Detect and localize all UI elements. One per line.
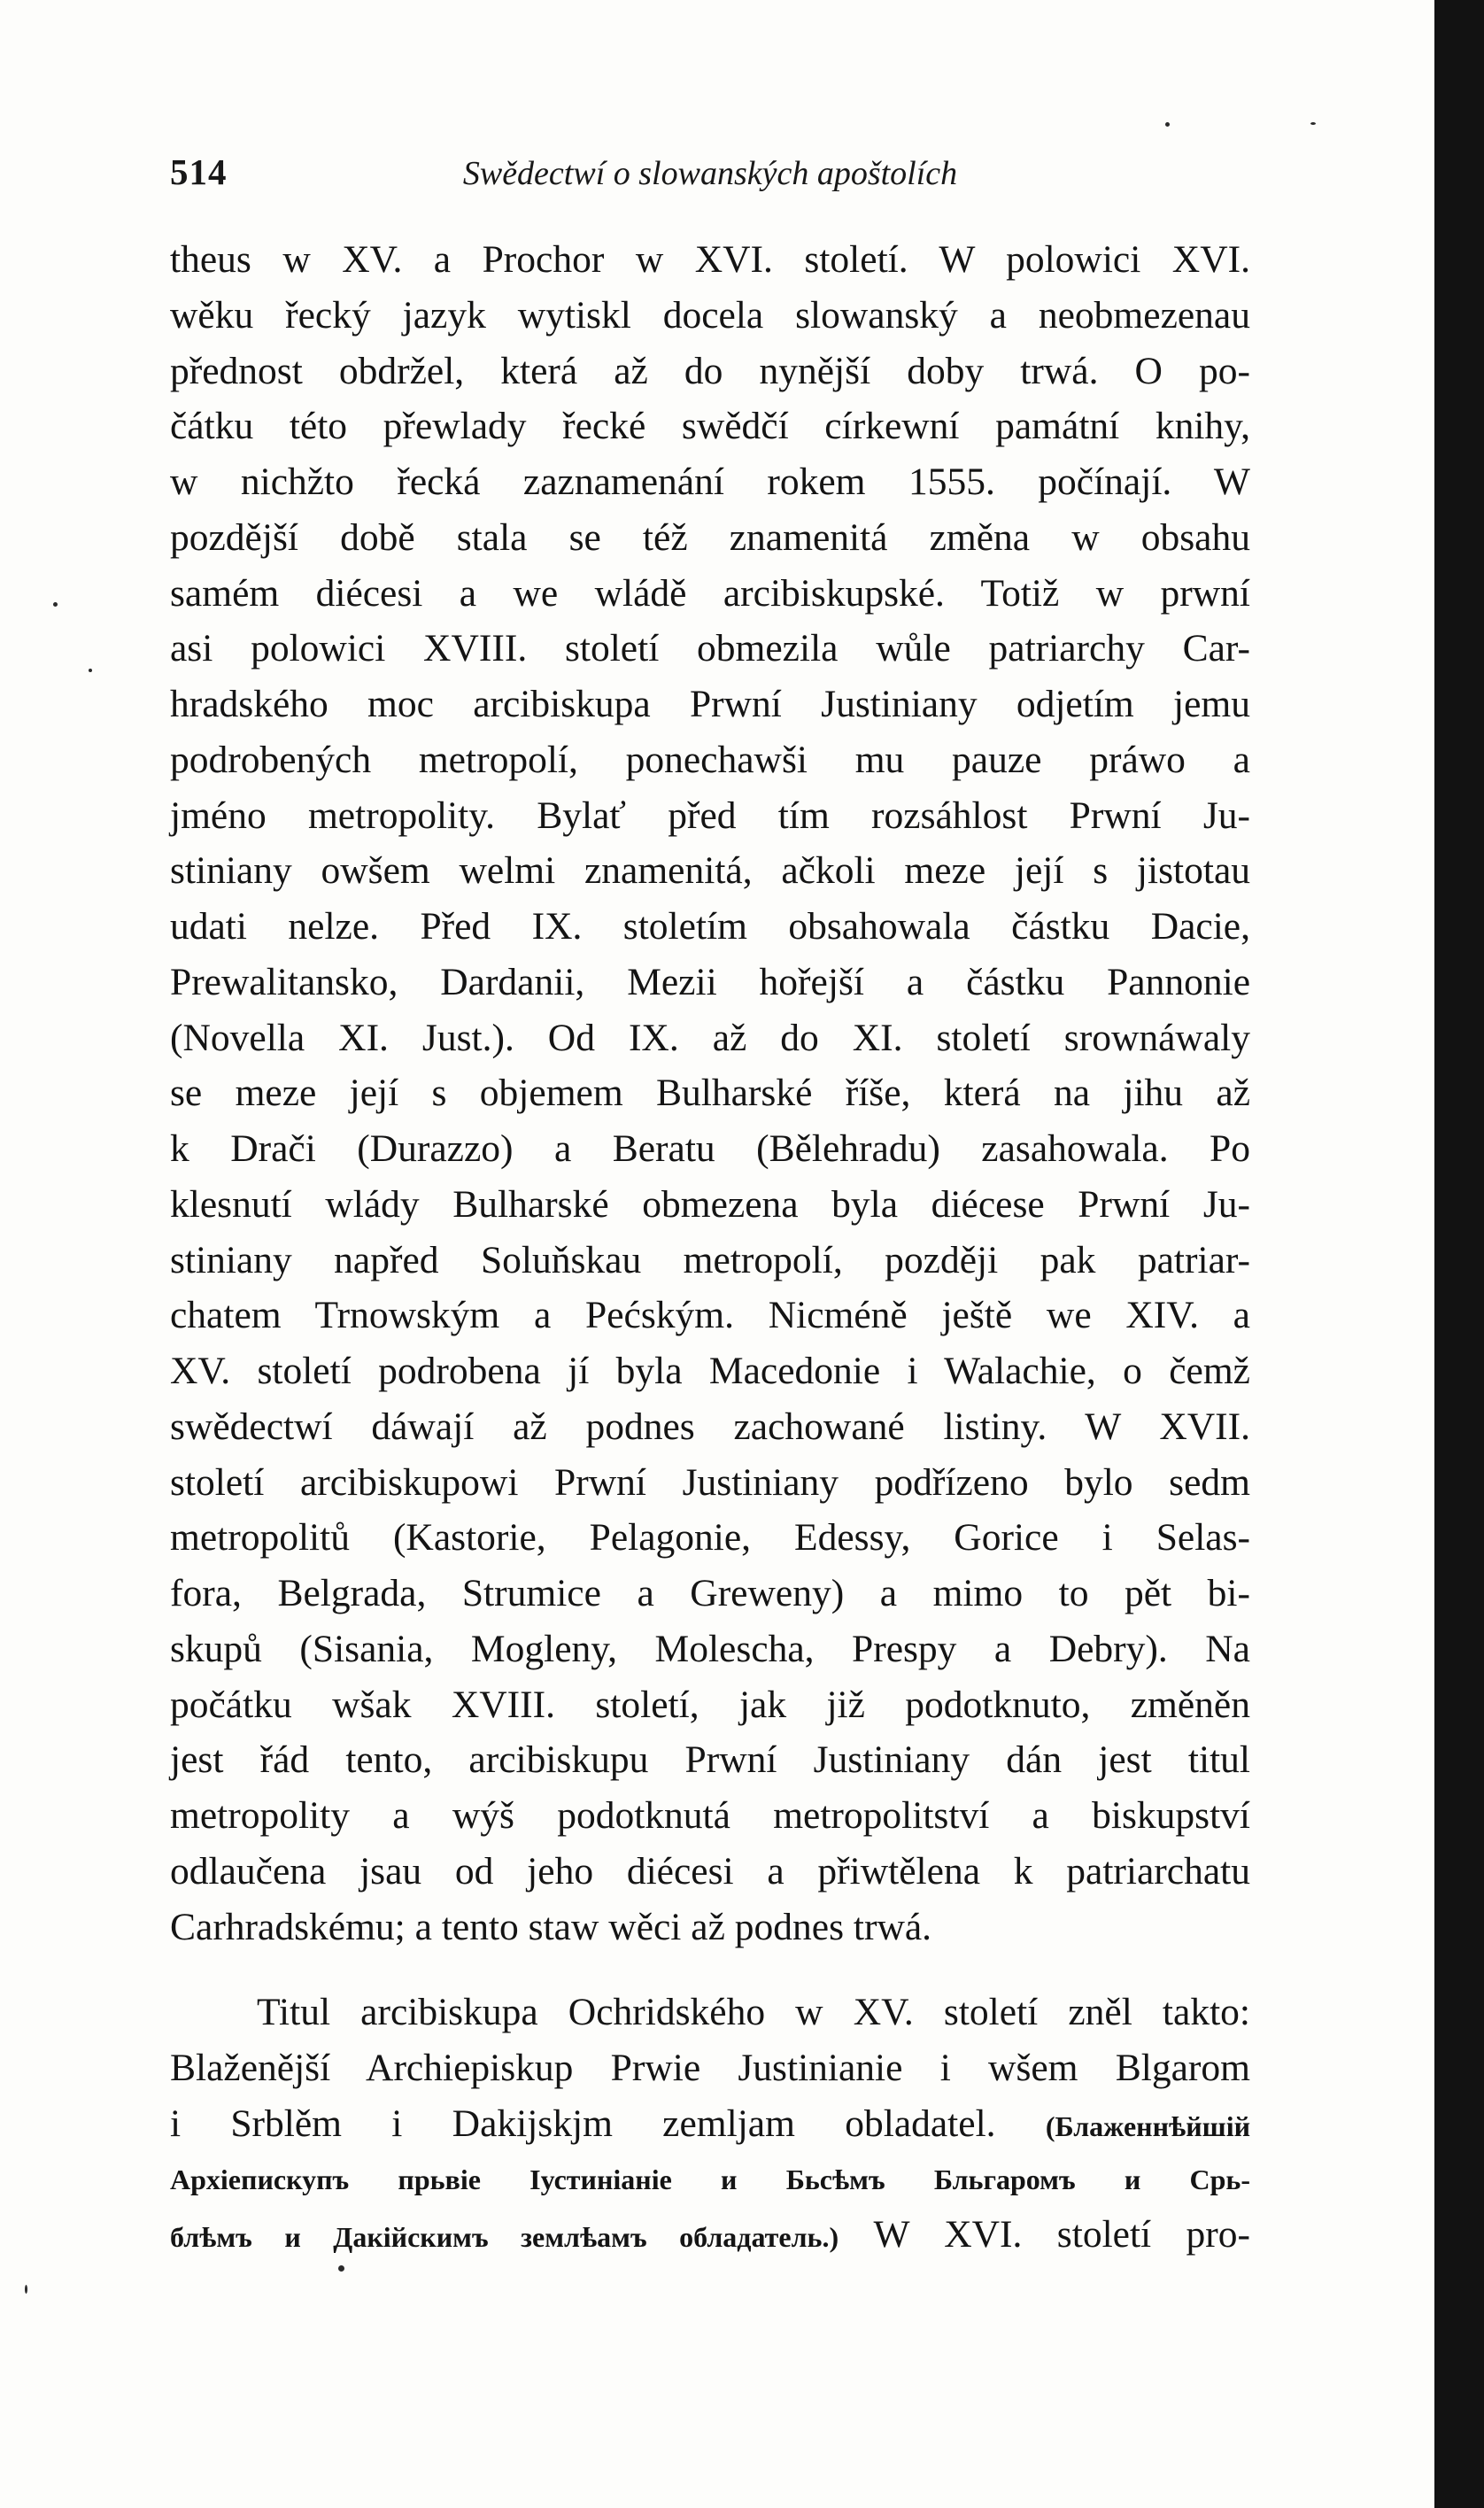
text-line: fora, Belgrada, Strumice a Greweny) a mimo to pět bi-: [170, 1572, 1250, 1614]
text-line: pozdější době stala se též znamenitá změna w obsahu: [170, 515, 1250, 559]
scan-speck: [1165, 122, 1170, 127]
text-line: metropolity a wýš podotknutá metropolitství a biskupství: [170, 1794, 1250, 1837]
scan-speck: [25, 2285, 27, 2294]
paragraph-2: [170, 1985, 1250, 2263]
text-line: odlaučena jsau od jeho diécesi a přiwtělena k patriarchatu: [170, 1849, 1250, 1893]
text-line: swědectwí dáwají až podnes zachowané listiny. W XVII.: [170, 1405, 1250, 1448]
text-line: stiniany napřed Soluňskau metropolí, později pak patriar-: [170, 1238, 1250, 1281]
text-line: [170, 2096, 1250, 2152]
text-line: skupů (Sisania, Mogleny, Molescha, Prespy a Debry). Na: [170, 1627, 1250, 1670]
scan-speck: [338, 2265, 344, 2272]
text-line: (Novella XI. Just.). Od IX. až do XI. století srownáwaly: [170, 1016, 1250, 1059]
scan-speck: [89, 669, 92, 672]
text-line: metropolitů (Kastorie, Pelagonie, Edessy, Gorice i Selas-: [170, 1516, 1250, 1560]
scan-speck: [53, 602, 58, 607]
paragraph-gap: [170, 1955, 1250, 1985]
text-segment: i Srblěm i Dakijskjm zemljam obladatel.: [170, 2102, 996, 2145]
text-line: samém diécesi a we wládě arcibiskupské. Totiž w prwní: [170, 571, 1250, 615]
text-line: w nichžto řecká zaznamenání rokem 1555. počínají. W: [170, 461, 1250, 503]
text-line: století arcibiskupowi Prwní Justiniany podřízeno bylo sedm: [170, 1460, 1250, 1504]
text-line: k Drači (Durazzo) a Beratu (Bělehradu) zasahowala. Po: [170, 1127, 1250, 1170]
text-line: jest řád tento, arcibiskupu Prwní Justiniany dán jest titul: [170, 1738, 1250, 1782]
text-segment: W XVI. století pro-: [873, 2213, 1251, 2256]
text-line: klesnutí wlády Bulharské obmezena byla diécese Prwní Ju-: [170, 1182, 1250, 1226]
text-line: hradského moc arcibiskupa Prwní Justiniany odjetím jemu: [170, 683, 1250, 725]
text-line: theus w XV. a Prochor w XVI. století. W polowici XVI.: [170, 238, 1250, 281]
text-line: stiniany owšem welmi znamenitá, ačkoli meze její s jistotau: [170, 849, 1250, 893]
body-text: [170, 232, 1250, 2263]
text-line: wěku řecký jazyk wytiskl docela slowanský a neobmezenau: [170, 293, 1250, 337]
text-line: asi polowici XVIII. století obmezila wůle patriarchy Car-: [170, 627, 1250, 670]
church-slavonic-text: (Блаженнѣйшій: [1045, 2109, 1251, 2142]
text-line: přednost obdržel, která až do nynější doby trwá. O po-: [170, 349, 1250, 392]
text-line: Blaženější Archiepiskup Prwie Justinianie i wšem Blgarom: [170, 2047, 1250, 2089]
text-line: udati nelze. Před IX. stoletím obsahowala částku Dacie,: [170, 905, 1250, 948]
page-header: [170, 151, 1250, 204]
text-line: jméno metropolity. Bylať před tím rozsáhlost Prwní Ju-: [170, 793, 1250, 837]
text-line: chatem Trnowským a Pećským. Nicméně ještě we XIV. a: [170, 1294, 1250, 1337]
scan-speck: [1310, 122, 1316, 125]
text-line: se meze její s objemem Bulharské říše, která na jihu až: [170, 1072, 1250, 1115]
scan-edge: [1434, 0, 1484, 2508]
text-line: podrobených metropolí, ponechawši mu pauze práwo a: [170, 738, 1250, 781]
paragraph-1: [170, 232, 1250, 1955]
text-line: Titul arcibiskupa Ochridského w XV. století zněl takto:: [257, 1991, 1250, 2034]
church-slavonic-line: Архіепискупъ прьвіе Іустиніаніе и Бьсѣмъ Бльгаромъ и Срь-: [170, 2163, 1250, 2195]
text-line: Carhradskému; a tento staw wěci až podnes trwá.: [170, 1905, 932, 1948]
text-line: čátku této přewlady řecké swědčí církewní památní knihy,: [170, 405, 1250, 448]
text-line: [170, 2207, 1250, 2263]
text-line: počátku wšak XVIII. století, jak již podotknuto, změněn: [170, 1683, 1250, 1726]
text-line: XV. století podrobena jí byla Macedonie i Walachie, o čemž: [170, 1350, 1250, 1392]
running-title: Swědectwí o slowanských apoštolích: [462, 155, 958, 192]
church-slavonic-text: блѣмъ и Дакійскимъ землѣамъ обладатель.): [170, 2221, 839, 2254]
text-line: Prewalitansko, Dardanii, Mezii hořejší a částku Pannonie: [170, 960, 1250, 1003]
page-number: 514: [170, 151, 228, 192]
